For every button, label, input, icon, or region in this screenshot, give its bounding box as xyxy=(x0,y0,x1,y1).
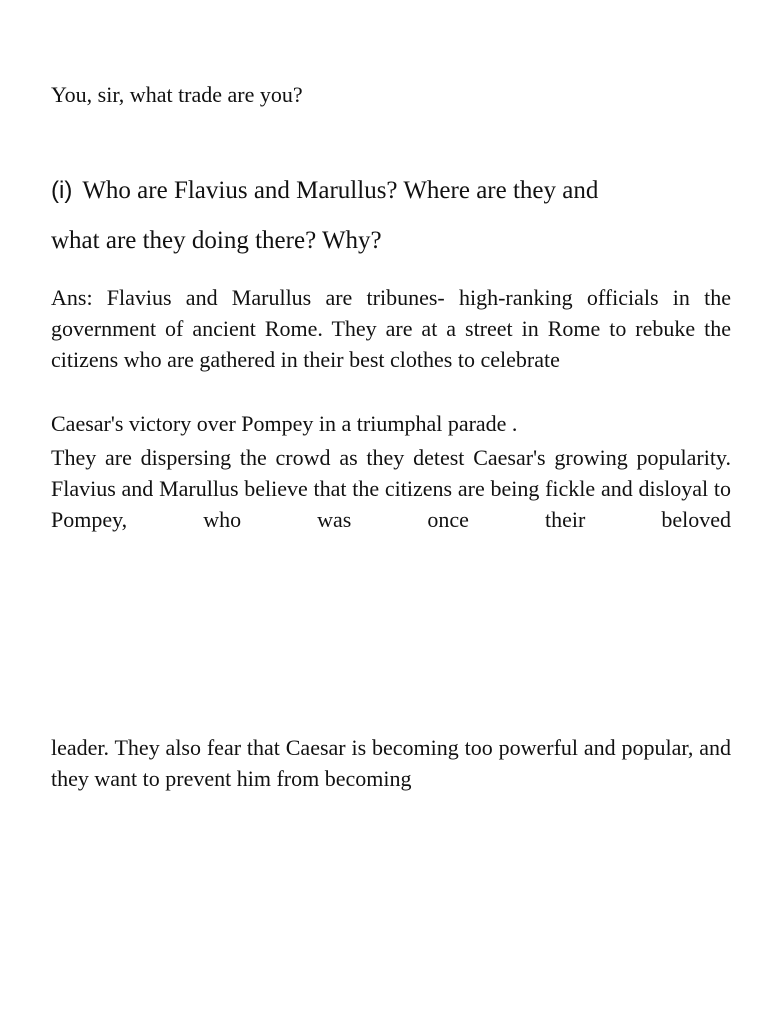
answer-paragraph-2: Caesar's victory over Pompey in a triumphal parade . xyxy=(51,411,518,436)
question-line-1 xyxy=(51,166,731,216)
answer-paragraph-4: leader. They also fear that Caesar is becoming too powerful and popular, and they want to prevent him from becoming xyxy=(51,735,731,791)
question xyxy=(51,166,731,266)
question-line-2: what are they doing there? Why? xyxy=(51,227,382,254)
question-text-1: Who are Flavius and Marullus? Where are they and xyxy=(82,177,599,204)
question-number: (i) xyxy=(51,177,73,204)
answer-paragraph-1: Ans: Flavius and Marullus are tribunes- high-ranking officials in the government of ancient Rome. They are at a street in Rome to rebuke the citizens who are gathered in their best clothes to celebrate xyxy=(51,285,731,372)
answer-paragraph-3: They are dispersing the crowd as they detest Caesar's growing popularity. Flavius and Marullus believe that the citizens are being fickle and disloyal to Pompey, who was once their beloved xyxy=(51,445,731,532)
quote-line: You, sir, what trade are you? xyxy=(51,82,303,107)
